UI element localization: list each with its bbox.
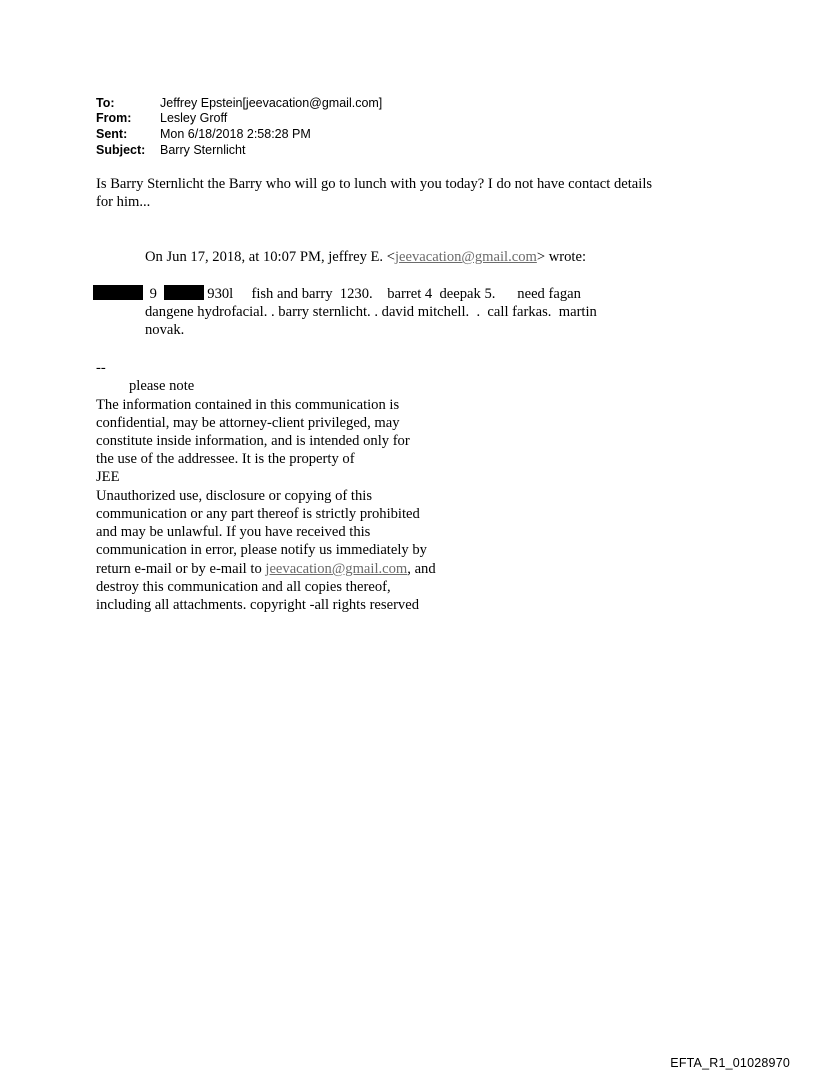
attribution-suffix: > wrote: [536, 249, 587, 265]
disclaimer-line: Unauthorized use, disclosure or copying of this [96, 488, 373, 504]
disclaimer-line: including all attachments. copyright -all rights reserved [96, 597, 419, 613]
from-row [96, 111, 496, 126]
sent-label: Sent: [96, 127, 128, 141]
subject-label: Subject: [96, 143, 146, 157]
to-row [96, 96, 496, 111]
disclaimer-line: communication in error, please notify us immediately by [96, 542, 427, 558]
body-line-2: for him... [96, 194, 151, 210]
disclaimer-line: JEE [96, 469, 120, 485]
disclaimer-return-line [96, 560, 436, 578]
disclaimer-line: communication or any part thereof is strictly prohibited [96, 506, 420, 522]
document-id: EFTA_R1_01028970 [670, 1056, 790, 1070]
disclaimer-line: The information contained in this communication is [96, 397, 400, 413]
return-prefix: return e-mail or by e-mail to [96, 561, 266, 577]
quote-line-3: novak. [145, 322, 185, 338]
from-value: Lesley Groff [160, 111, 228, 125]
return-suffix: , and [407, 561, 436, 577]
email-header [96, 96, 496, 160]
disclaimer-line: destroy this communication and all copies thereof, [96, 579, 391, 595]
redaction-block [164, 285, 204, 300]
disclaimer-line: the use of the addressee. It is the property of [96, 451, 355, 467]
disclaimer-line: confidential, may be attorney-client privileged, may [96, 415, 400, 431]
quote-attribution [145, 248, 586, 266]
subject-value: Barry Sternlicht [160, 143, 246, 157]
to-label: To: [96, 96, 115, 110]
return-email-link[interactable]: jeevacation@gmail.com [265, 561, 408, 577]
quote-line-1 [93, 285, 581, 303]
signature-dashes: -- [96, 360, 106, 376]
quote-line-1a: 9 [149, 286, 157, 302]
redaction-block [93, 285, 143, 300]
sent-row [96, 127, 496, 142]
body-line-1: Is Barry Sternlicht the Barry who will go to lunch with you today? I do not have contact details [96, 176, 653, 192]
to-value: Jeffrey Epstein[jeevacation@gmail.com] [160, 96, 383, 110]
disclaimer-line: constitute inside information, and is intended only for [96, 433, 410, 449]
attribution-prefix: On Jun 17, 2018, at 10:07 PM, jeffrey E. < [145, 249, 395, 265]
from-label: From: [96, 111, 132, 125]
please-note: please note [129, 378, 195, 394]
sent-value: Mon 6/18/2018 2:58:28 PM [160, 127, 311, 141]
subject-row [96, 143, 496, 158]
disclaimer-line: and may be unlawful. If you have received this [96, 524, 371, 540]
quote-line-2: dangene hydrofacial. . barry sternlicht. . david mitchell. . call farkas. martin [145, 304, 597, 320]
attribution-email-link[interactable]: jeevacation@gmail.com [394, 249, 537, 265]
quote-line-1b: 930l fish and barry 1230. barret 4 deepak 5. need fagan [207, 286, 581, 302]
